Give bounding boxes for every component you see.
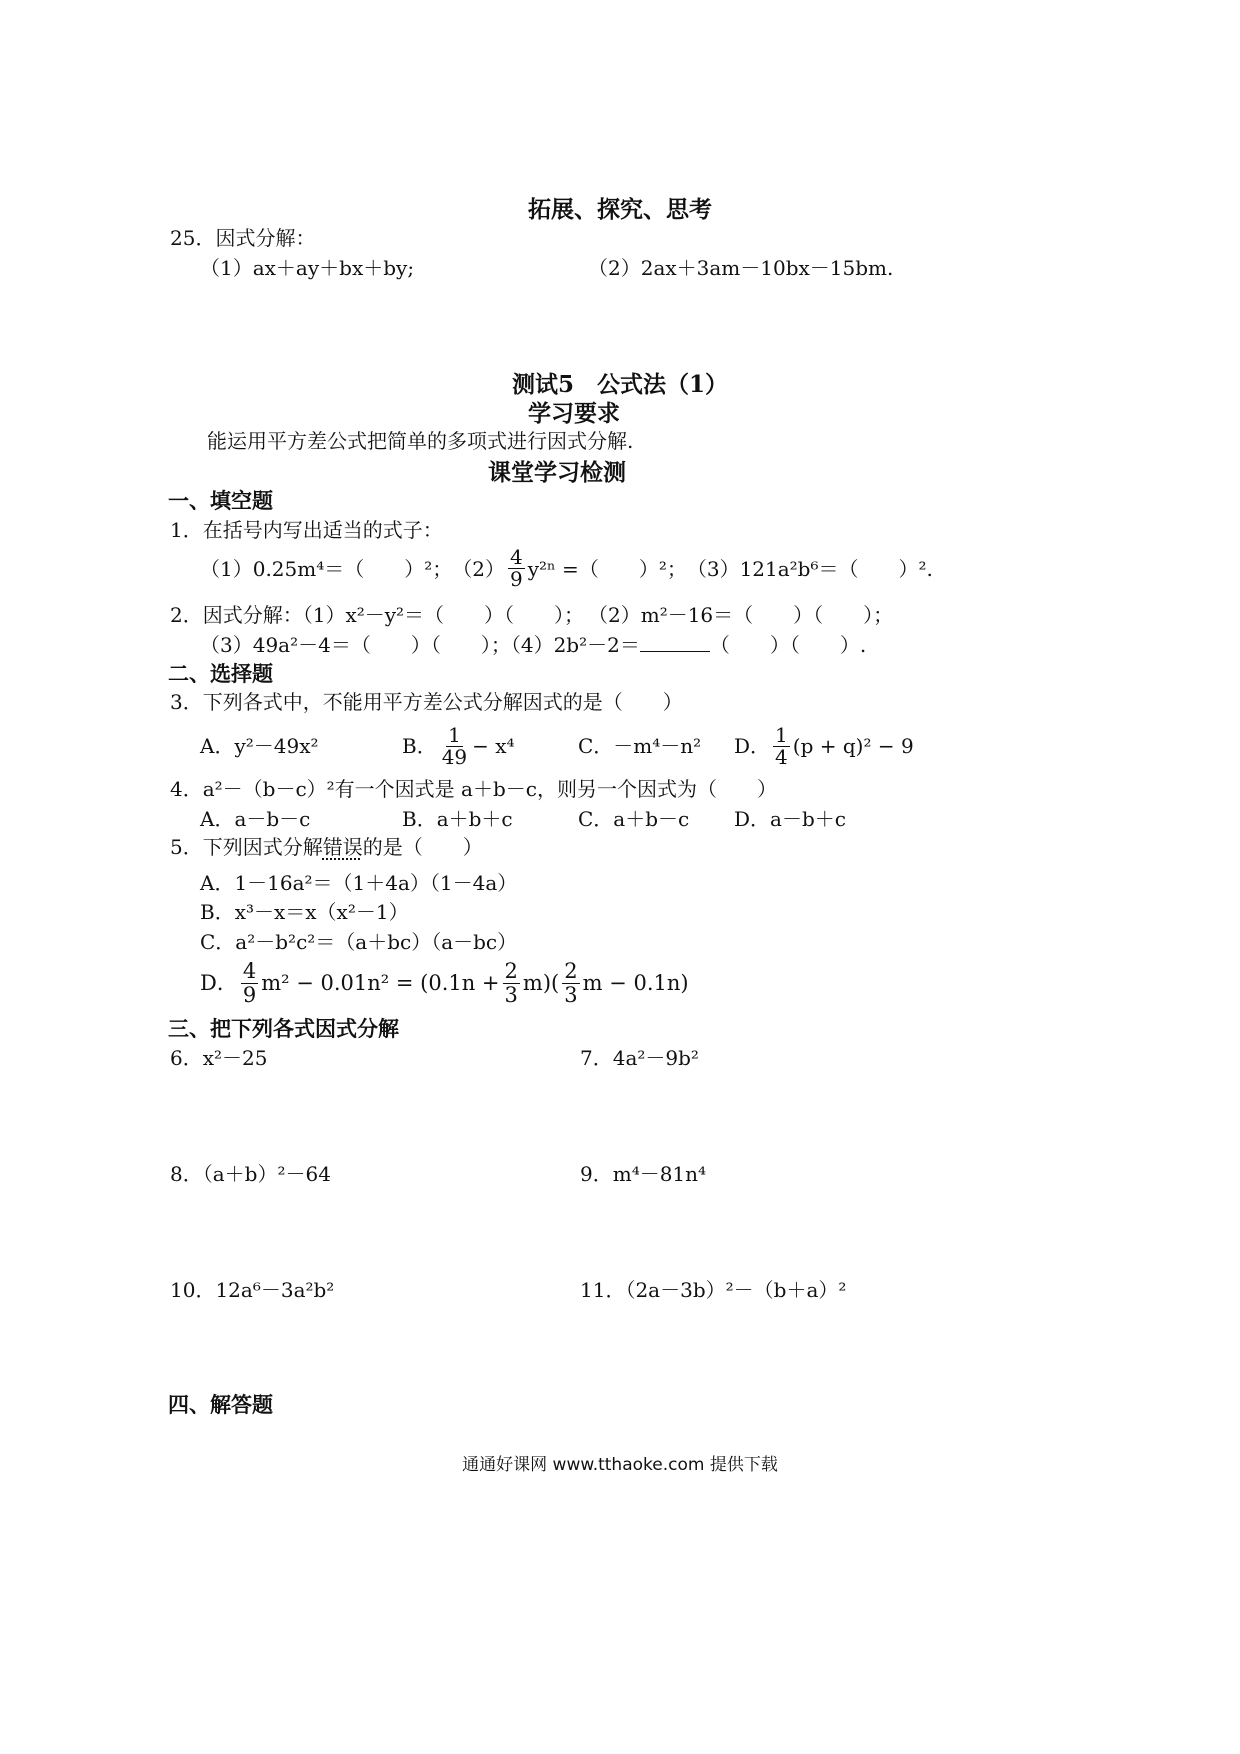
fraction-denominator: 9 [242, 982, 257, 1007]
option-a: A．y²－49x² [200, 734, 319, 758]
question-2-line-1b: （2）m²－16＝（ ）（ ）； [588, 603, 894, 627]
question-2-line-2a: （3）49a²－4＝（ ）（ ）；（4）2b²－2＝ [200, 633, 640, 657]
fraction-4-9 [241, 960, 258, 1005]
section-fill-in-blank: 一、填空题 [168, 488, 273, 513]
fraction-numerator: 4 [242, 959, 257, 984]
question-1-part-2-rest: y²ⁿ =（ ）²； [527, 556, 687, 581]
section-solve: 四、解答题 [168, 1392, 273, 1417]
question-2-line-2b: （ ）（ ）. [709, 633, 867, 657]
option-d-middle-2: m)( [522, 970, 560, 995]
learning-requirements-text: 能运用平方差公式把简单的多项式进行因式分解. [207, 429, 634, 453]
question-5-title-a: 5．下列因式分解 [170, 835, 323, 859]
question-25-title: 25．因式分解： [170, 226, 316, 250]
fraction-1-4 [773, 722, 790, 769]
question-5-option-d [200, 958, 689, 1008]
question-1-title: 1．在括号内写出适当的式子： [170, 518, 443, 542]
question-4-option-a: A．a－b－c [200, 807, 311, 831]
fraction-numerator: 1 [775, 722, 788, 747]
question-1-parts [200, 547, 933, 590]
question-10: 10．12a⁶－3a²b² [170, 1278, 335, 1302]
question-3-options [200, 722, 1100, 770]
question-3-title: 3．下列各式中，不能用平方差公式分解因式的是（ ） [170, 690, 683, 714]
question-5-title-c: 的是（ ） [362, 835, 483, 859]
fraction-numerator: 4 [510, 545, 523, 569]
question-9: 9．m⁴－81n⁴ [580, 1162, 707, 1186]
option-d [734, 722, 914, 770]
question-7: 7．4a²－9b² [580, 1046, 699, 1070]
fraction-2-3 [562, 960, 579, 1005]
option-c: C．－m⁴－n² [578, 734, 702, 758]
option-d-middle-1: m² − 0.01n² = (0.1n + [261, 970, 500, 995]
learning-requirements-title: 学习要求 [528, 400, 620, 427]
question-1-part-2-prefix: （2） [452, 556, 505, 581]
fraction-numerator: 1 [448, 722, 461, 747]
question-11: 11．（2a－3b）²－（b＋a）² [580, 1278, 847, 1302]
question-5-title [170, 837, 483, 857]
section-multiple-choice: 二、选择题 [168, 661, 273, 686]
question-1-part-1: （1）0.25m⁴＝（ ）²； [200, 556, 453, 581]
section-factorize: 三、把下列各式因式分解 [168, 1016, 399, 1041]
fraction-4-9 [508, 547, 525, 590]
question-25-part-1: （1）ax＋ay＋bx＋by; [200, 256, 415, 280]
question-25-part-2: （2）2ax＋3am－10bx－15bm. [588, 256, 894, 280]
question-5-option-a: A．1－16a²＝（1＋4a）（1－4a） [200, 871, 518, 895]
option-d-prefix: D． [200, 970, 238, 995]
question-6: 6．x²－25 [170, 1046, 268, 1070]
fraction-denominator: 3 [564, 982, 578, 1007]
answer-blank [640, 651, 710, 652]
fraction-2-3 [503, 960, 520, 1005]
fraction-denominator: 49 [441, 744, 468, 769]
test-title: 测试5 公式法（1） [511, 371, 728, 398]
fraction-numerator: 2 [564, 959, 578, 984]
option-b-rest: − x⁴ [472, 734, 515, 758]
fraction-denominator: 3 [504, 982, 518, 1007]
question-2-line-1a: 2．因式分解：（1）x²－y²＝（ ）（ ）； [170, 603, 585, 627]
question-5-option-c: C．a²－b²c²＝（a＋bc）（a－bc） [200, 930, 518, 954]
classroom-check-title: 课堂学习检测 [488, 459, 626, 486]
section-heading-explore: 拓展、探究、思考 [528, 196, 712, 223]
question-5-option-b: B．x³－x＝x（x²－1） [200, 900, 409, 924]
question-8: 8．（a＋b）²－64 [170, 1162, 331, 1186]
fraction-numerator: 2 [504, 959, 518, 984]
fraction-1-49 [440, 722, 469, 769]
option-d-end: m − 0.1n) [582, 970, 689, 995]
question-5-emphasis: 错误 [322, 835, 363, 859]
option-b-prefix: B． [402, 734, 437, 758]
option-d-rest: (p + q)² − 9 [792, 734, 914, 758]
page-footer: 通通好课网 www.tthaoke.com 提供下载 [462, 1455, 778, 1475]
fraction-denominator: 4 [775, 744, 788, 769]
question-1-part-3: （3）121a²b⁶＝（ ）². [686, 556, 933, 581]
question-2-line-2 [200, 635, 866, 655]
question-4-option-d: D．a－b＋c [734, 807, 846, 831]
question-4-title: 4．a²－（b－c）²有一个因式是 a＋b－c，则另一个因式为（ ） [170, 777, 777, 801]
option-b [402, 722, 515, 770]
question-4-option-b: B．a＋b＋c [402, 807, 513, 831]
option-d-prefix: D． [734, 734, 771, 758]
fraction-denominator: 9 [510, 567, 523, 591]
question-4-option-c: C．a＋b－c [578, 807, 690, 831]
